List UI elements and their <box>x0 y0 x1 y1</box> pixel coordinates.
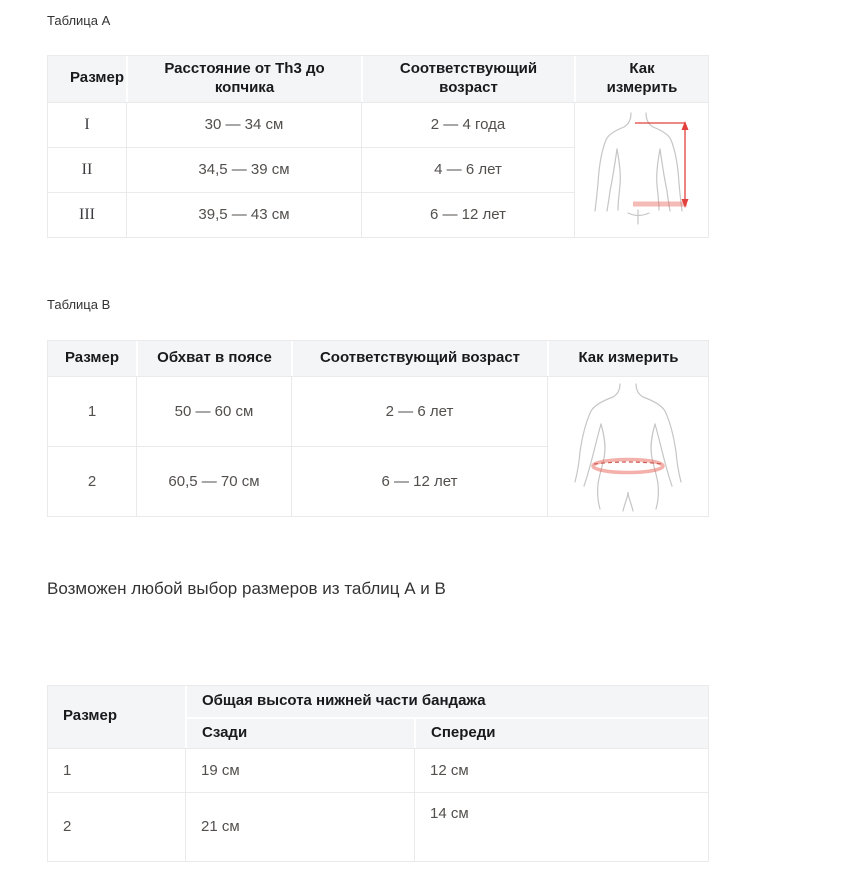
age-cell: 6 — 12 лет <box>291 446 547 516</box>
bandage-height-table <box>47 685 709 862</box>
table-a-label: Таблица А <box>47 13 111 28</box>
front-height-cell: 14 см <box>414 792 708 861</box>
age-cell: 4 — 6 лет <box>361 147 574 192</box>
size-cell: I <box>48 102 126 147</box>
table-c-header-row-1 <box>48 686 708 717</box>
table-row <box>48 102 708 147</box>
table-b-header-row <box>48 341 708 376</box>
size-cell: 2 <box>48 446 136 516</box>
waist-cell: 60,5 — 70 см <box>136 446 291 516</box>
size-cell: 2 <box>48 792 185 861</box>
table-row <box>48 748 708 792</box>
table-b-label: Таблица В <box>47 296 111 312</box>
back-height-cell: 21 см <box>185 792 414 861</box>
table-a-header-row <box>48 56 708 102</box>
table-row <box>48 792 708 861</box>
size-cell: II <box>48 147 126 192</box>
size-table-b <box>47 340 709 517</box>
table-c-col-size: Размер <box>48 686 185 748</box>
table-b-col-how-to-measure: Как измерить <box>547 341 708 376</box>
distance-cell: 39,5 — 43 см <box>126 192 361 237</box>
age-cell: 2 — 4 года <box>361 102 574 147</box>
table-b-col-age: Соответствующий возраст <box>291 341 547 376</box>
table-b-col-size: Размер <box>48 341 136 376</box>
size-cell: 1 <box>48 748 185 792</box>
table-c-col-front: Спереди <box>414 717 708 748</box>
waist-measure-figure <box>547 376 708 516</box>
table-a-col-distance: Расстояние от Th3 до копчика <box>126 56 361 102</box>
back-torso-height-measure-icon <box>586 107 698 233</box>
table-row <box>48 376 708 446</box>
size-cell: 1 <box>48 376 136 446</box>
table-c-col-group: Общая высота нижней части бандажа <box>185 686 708 717</box>
table-c-col-back: Сзади <box>185 717 414 748</box>
back-height-cell: 19 см <box>185 748 414 792</box>
front-height-cell: 12 см <box>414 748 708 792</box>
distance-cell: 30 — 34 см <box>126 102 361 147</box>
table-a-col-size: Размер <box>48 56 126 102</box>
back-torso-waist-measure-icon <box>565 380 691 512</box>
table-b-col-waist: Обхват в поясе <box>136 341 291 376</box>
size-cell: III <box>48 192 126 237</box>
table-a-col-age: Соответствующий возраст <box>361 56 574 102</box>
age-cell: 2 — 6 лет <box>291 376 547 446</box>
distance-cell: 34,5 — 39 см <box>126 147 361 192</box>
height-measure-figure <box>574 102 708 237</box>
waist-cell: 50 — 60 см <box>136 376 291 446</box>
table-a-col-how-to-measure: Как измерить <box>574 56 708 102</box>
age-cell: 6 — 12 лет <box>361 192 574 237</box>
size-table-a <box>47 55 709 238</box>
size-choice-note: Возможен любой выбор размеров из таблиц А и В <box>47 578 446 598</box>
